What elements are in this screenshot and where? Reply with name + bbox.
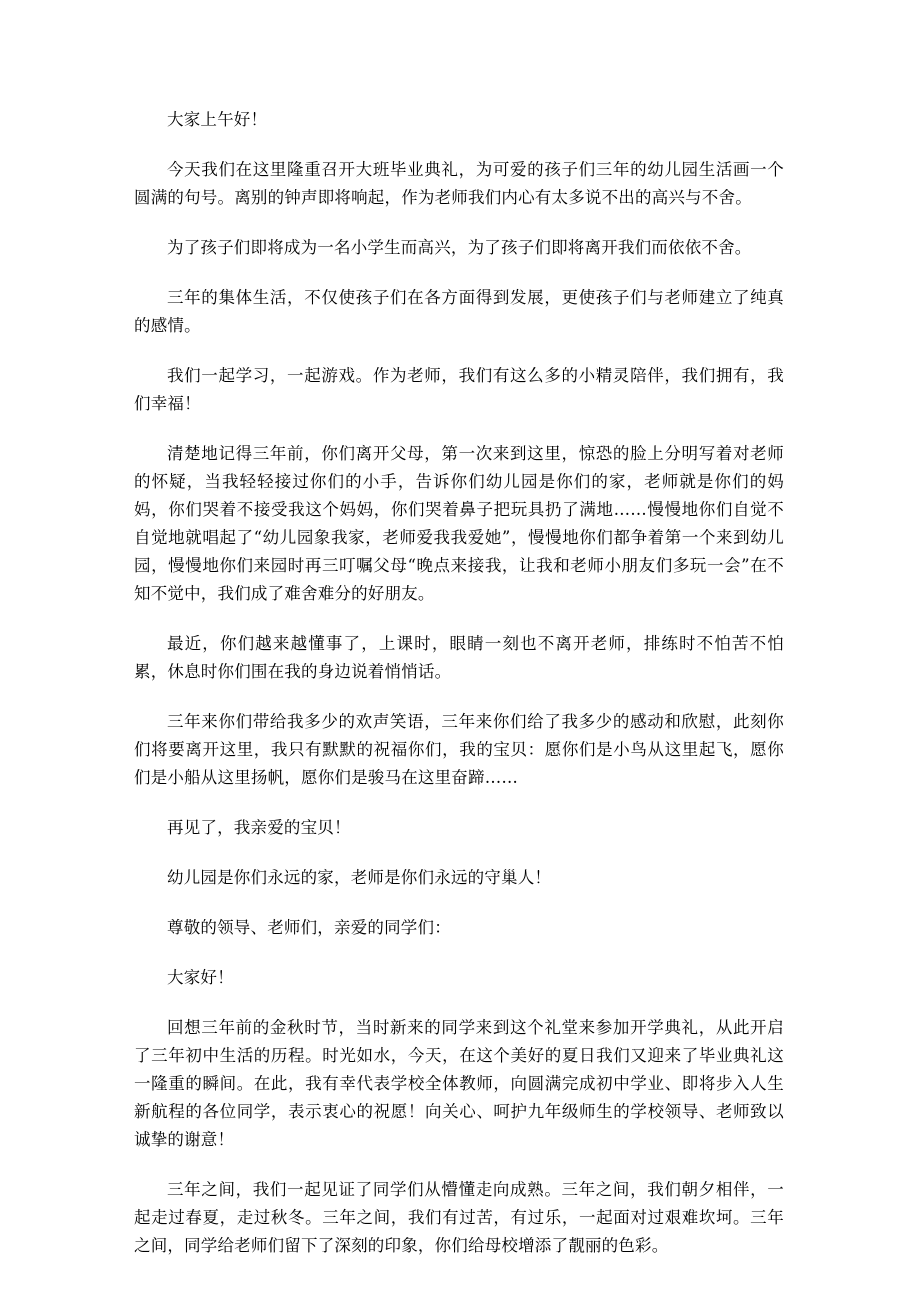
paragraph-recently: 最近，你们越来越懂事了，上课时，眼睛一刻也不离开老师，排练时不怕苦不怕累，休息时你们围在我的身边说着悄悄话。: [134, 634, 784, 681]
paragraph-recall-three-years: 回想三年前的金秋时节，当时新来的同学来到这个礼堂来参加开学典礼，从此开启了三年初中生活的历程。时光如水，今天，在这个美好的夏日我们又迎来了毕业典礼这一隆重的瞬间。在此，我有幸代表学校全体教师，向圆满完成初中学业、即将步入人生新航程的各位同学，表示衷心的祝愿！向关心、呵护九年级师生的学校领导、老师致以诚挚的谢意！: [134, 1018, 784, 1149]
paragraph-three-years-together: 三年之间，我们一起见证了同学们从懵懂走向成熟。三年之间，我们朝夕相伴，一起走过春夏，走过秋冬。三年之间，我们有过苦，有过乐，一起面对过艰难坎坷。三年之间，同学给老师们留下了深刻的印象，你们给母校增添了靓丽的色彩。: [134, 1180, 784, 1255]
paragraph-learn-and-play: 我们一起学习，一起游戏。作为老师，我们有这么多的小精灵陪伴，我们拥有，我们幸福！: [134, 366, 784, 413]
paragraph-blessings: 三年来你们带给我多少的欢声笑语，三年来你们给了我多少的感动和欣慰，此刻你们将要离开这里，我只有默默的祝福你们，我的宝贝：愿你们是小鸟从这里起飞，愿你们是小船从这里扬帆，愿你们是骏马在这里奋蹄……: [134, 712, 784, 787]
paragraph-happy-and-reluctant: 为了孩子们即将成为一名小学生而高兴，为了孩子们即将离开我们而依依不舍。: [167, 238, 752, 257]
paragraph-forever-home: 幼儿园是你们永远的家，老师是你们永远的守巢人！: [167, 868, 552, 887]
paragraph-salutation: 尊敬的领导、老师们，亲爱的同学们：: [167, 918, 451, 937]
paragraph-memories: 清楚地记得三年前，你们离开父母，第一次来到这里，惊恐的脸上分明写着对老师的怀疑，当我轻轻接过你们的小手，告诉你们幼儿园是你们的家，老师就是你们的妈妈，你们哭着不接受我这个妈妈，你们哭着鼻子把玩具扔了满地……慢慢地你们自觉不自觉地就唱起了“幼儿园象我家，老师爱我我爱她”，慢慢地你们都争着第一个来到幼儿园，慢慢地你们来园时再三叮嘱父母“晚点来接我，让我和老师小朋友们多玩一会”在不知不觉中，我们成了难舍难分的好朋友。: [134, 444, 784, 603]
paragraph-collective-life: 三年的集体生活，不仅使孩子们在各方面得到发展，更使孩子们与老师建立了纯真的感情。: [134, 288, 784, 335]
paragraph-greeting-all: 大家好！: [167, 968, 234, 987]
paragraph-goodbye: 再见了，我亲爱的宝贝！: [167, 818, 351, 837]
paragraph-ceremony-opening: 今天我们在这里隆重召开大班毕业典礼，为可爱的孩子们三年的幼儿园生活画一个圆满的句号。离别的钟声即将响起，作为老师我们内心有太多说不出的高兴与不舍。: [134, 160, 784, 207]
document-body: [134, 106, 784, 1282]
paragraph-greeting-morning: 大家上午好！: [167, 110, 268, 129]
